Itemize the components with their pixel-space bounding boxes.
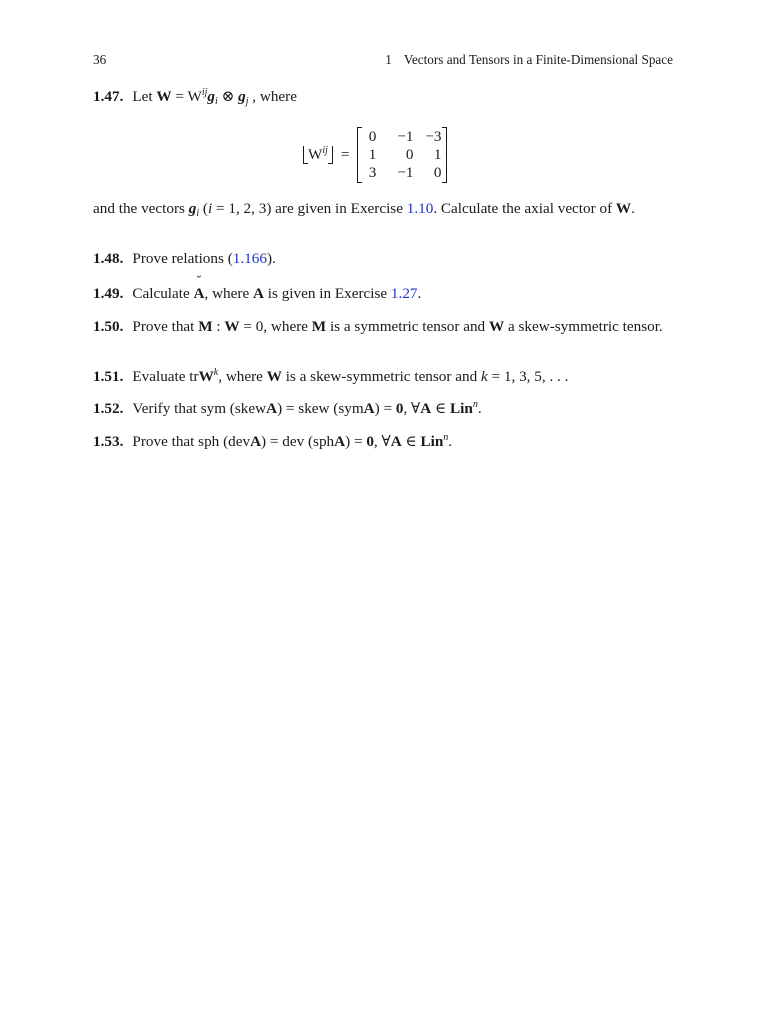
exercise-link[interactable]: 1.27 [390,285,418,302]
exercise-number: 1.53. [93,433,124,450]
exercise-1-52: 1.52. Verify that sym (skewA) = skew (symA) = 0, ∀A ∈ Lin$^n$. [93,399,482,417]
page-header [93,52,673,70]
exercise-number: 1.50. [93,318,124,335]
exercise-number: 1.48. [93,250,124,267]
matrix-row: 1 0 1 [368,146,442,163]
exercise-1-50: 1.50. Prove that M : W = 0, where M is a symmetric tensor and W a skew-symmetric tensor. [93,318,663,335]
a-breve: ˘ A [193,274,205,302]
exercise-1-47: 1.47. Let $W = W^{ij}g_i$ ⊗ $g_j$ , where [93,87,297,107]
matrix-left-bracket [357,127,362,183]
matrix-row: 3 −1 0 [368,164,442,181]
exercise-number: 1.47. [93,88,124,105]
equation-link[interactable]: 1.166 [232,250,267,267]
exercise-link[interactable]: 1.10 [406,200,434,217]
exercise-number: 1.49. [93,285,124,302]
matrix-entries [365,128,441,182]
matrix-right-bracket [442,127,447,183]
chapter-title: Vectors and Tensors in a Finite-Dimensional Space [403,52,673,67]
matrix [357,127,447,183]
exercise-1-51: 1.51. Evaluate trW$^k$, where W is a skew-symmetric tensor and k = 1, 3, 5, . . . [93,367,569,385]
matrix-lhs: $W^{ij}$ [303,146,333,164]
exercise-1-53: 1.53. Prove that sph (devA) = dev (sphA) = 0, ∀A ∈ Lin$^n$. [93,432,453,450]
page-number: 36 [93,52,107,67]
exercise-number: 1.51. [93,368,124,385]
exercise-1-47-continuation: and the vectors $g_i$ (i = 1, 2, 3) are given in Exercise 1.10. Calculate the axial vector of W. [93,200,635,219]
exercise-number: 1.52. [93,400,124,417]
exercise-1-49: 1.49. Calculate ˘ A, where A is given in Exercise 1.27. [93,274,422,302]
chapter-number: 1 [385,52,392,67]
matrix-row: 0 −1 −3 [368,128,442,145]
running-title [385,52,673,68]
exercise-1-48: 1.48. Prove relations (1.166). [93,250,276,267]
matrix-equation: $W^{ij}$ = 0 −1 −3 1 0 1 3 −1 0 [303,126,447,184]
